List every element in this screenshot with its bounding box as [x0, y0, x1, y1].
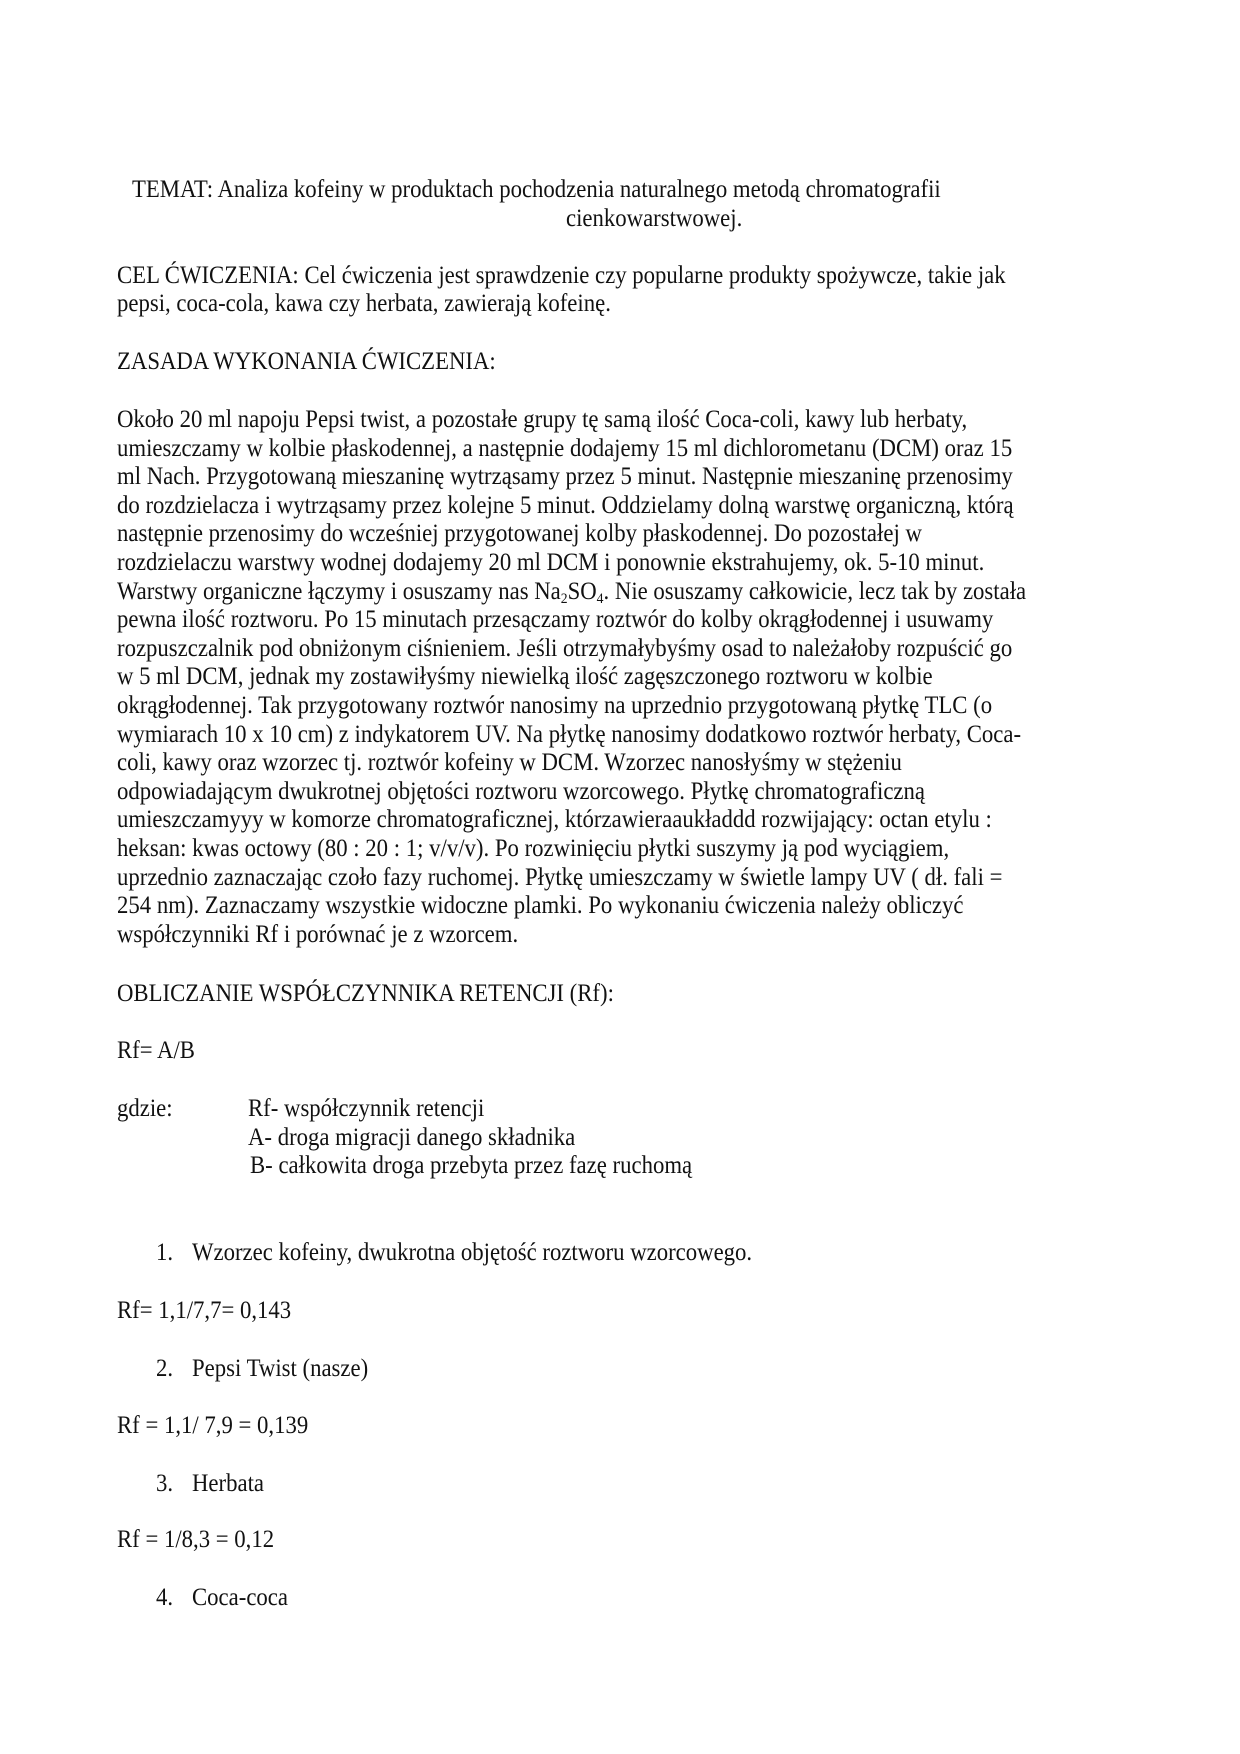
procedure-line: uprzednio zaznaczając czoło fazy ruchomej. Płytkę umieszczamy w świetle lampy UV ( dł. fali = [117, 863, 1003, 891]
rf-heading: OBLICZANIE WSPÓŁCZYNNIKA RETENCJI (Rf): [117, 980, 614, 1007]
definition-a: A- droga migracji danego składnika [248, 1124, 576, 1151]
title-line-1: TEMAT: Analiza kofeiny w produktach pochodzenia naturalnego metodą chromatografii [132, 176, 941, 203]
title-line-2: cienkowarstwowej. [566, 205, 743, 232]
procedure-line: 254 nm). Zaznaczamy wszystkie widoczne plamki. Po wykonaniu ćwiczenia należy obliczyć [117, 892, 964, 920]
procedure-line: rozdzielaczu warstwy wodnej dodajemy 20 ml DCM i ponownie ekstrahujemy, ok. 5-10 minut. [117, 549, 985, 576]
rf-formula: Rf= A/B [117, 1037, 195, 1064]
procedure-line: okrągłodennej. Tak przygotowany roztwór nanosimy na uprzednio przygotowaną płytkę TLC (o [117, 692, 993, 719]
na2so4-mid: SO [567, 577, 597, 605]
procedure-line: do rozdzielacza i wytrząsamy przez kolejne 5 minut. Oddzielamy dolną warstwę organiczną, którą [117, 491, 1014, 519]
result-calc: Rf = 1,1/ 7,9 = 0,139 [117, 1412, 309, 1439]
na2so4-after: . Nie osuszamy całkowicie, lecz tak by została [603, 577, 1027, 605]
where-label: gdzie: [117, 1095, 173, 1122]
na2so4-before: Warstwy organiczne łączymy i osuszamy nas Na [117, 577, 561, 605]
result-label: Coca-coca [192, 1584, 288, 1611]
goal-line-2: pepsi, coca-cola, kawa czy herbata, zawierają kofeinę. [117, 290, 611, 317]
definition-rf: Rf- współczynnik retencji [248, 1095, 485, 1122]
procedure-line: Około 20 ml napoju Pepsi twist, a pozostałe grupy tę samą ilość Coca-coli, kawy lub herbaty, [117, 406, 968, 433]
procedure-line: odpowiadającym dwukrotnej objętości roztworu wzorcowego. Płytkę chromatograficzną [117, 777, 925, 805]
procedure-line: umieszczamyyy w komorze chromatograficznej, którzawieraaukładdd rozwijający: octan etylu : [117, 806, 992, 834]
result-number: 1. [156, 1239, 174, 1266]
procedure-line [117, 578, 1026, 606]
result-label: Pepsi Twist (nasze) [192, 1355, 369, 1382]
procedure-line: pewna ilość roztworu. Po 15 minutach przesączamy roztwór do kolby okrągłodennej i usuwamy [117, 606, 994, 634]
goal-line-1: CEL ĆWICZENIA: Cel ćwiczenia jest sprawdzenie czy popularne produkty spożywcze, takie jak [117, 262, 1006, 289]
procedure-line: umieszczamy w kolbie płaskodennej, a następnie dodajemy 15 ml dichlorometanu (DCM) oraz 15 [117, 434, 1013, 462]
procedure-line: heksan: kwas octowy (80 : 20 : 1; v/v/v). Po rozwinięciu płytki suszymy ją pod wyciągiem, [117, 835, 950, 862]
procedure-line: następnie przenosimy do wcześniej przygotowanej kolby płaskodennej. Do pozostałej w [117, 520, 922, 548]
result-calc: Rf= 1,1/7,7= 0,143 [117, 1297, 292, 1324]
result-number: 3. [156, 1470, 174, 1497]
procedure-line: coli, kawy oraz wzorzec tj. roztwór kofeiny w DCM. Wzorzec nanosłyśmy w stężeniu [117, 749, 902, 777]
procedure-line: współczynniki Rf i porównać je z wzorcem. [117, 920, 519, 948]
procedure-line: ml Nach. Przygotowaną mieszaninę wytrząsamy przez 5 minut. Następnie mieszaninę przenosimy [117, 463, 1013, 491]
procedure-line: wymiarach 10 x 10 cm) z indykatorem UV. Na płytkę nanosimy dodatkowo roztwór herbaty, Coca- [117, 720, 1022, 748]
result-label: Wzorzec kofeiny, dwukrotna objętość roztworu wzorcowego. [192, 1239, 753, 1266]
result-label: Herbata [192, 1470, 265, 1497]
na2so4-sub1: 2 [560, 590, 568, 607]
definition-b: B- całkowita droga przebyta przez fazę ruchomą [250, 1152, 693, 1179]
result-number: 2. [156, 1355, 174, 1382]
procedure-heading: ZASADA WYKONANIA ĆWICZENIA: [117, 348, 496, 375]
result-calc: Rf = 1/8,3 = 0,12 [117, 1526, 275, 1553]
result-number: 4. [156, 1584, 174, 1611]
procedure-line: w 5 ml DCM, jednak my zostawiłyśmy niewielką ilość zagęszczonego roztworu w kolbie [117, 663, 933, 691]
procedure-line: rozpuszczalnik pod obniżonym ciśnieniem. Jeśli otrzymałybyśmy osad to należałoby rozpuścić go [117, 634, 1013, 662]
na2so4-sub2: 4 [596, 590, 604, 607]
